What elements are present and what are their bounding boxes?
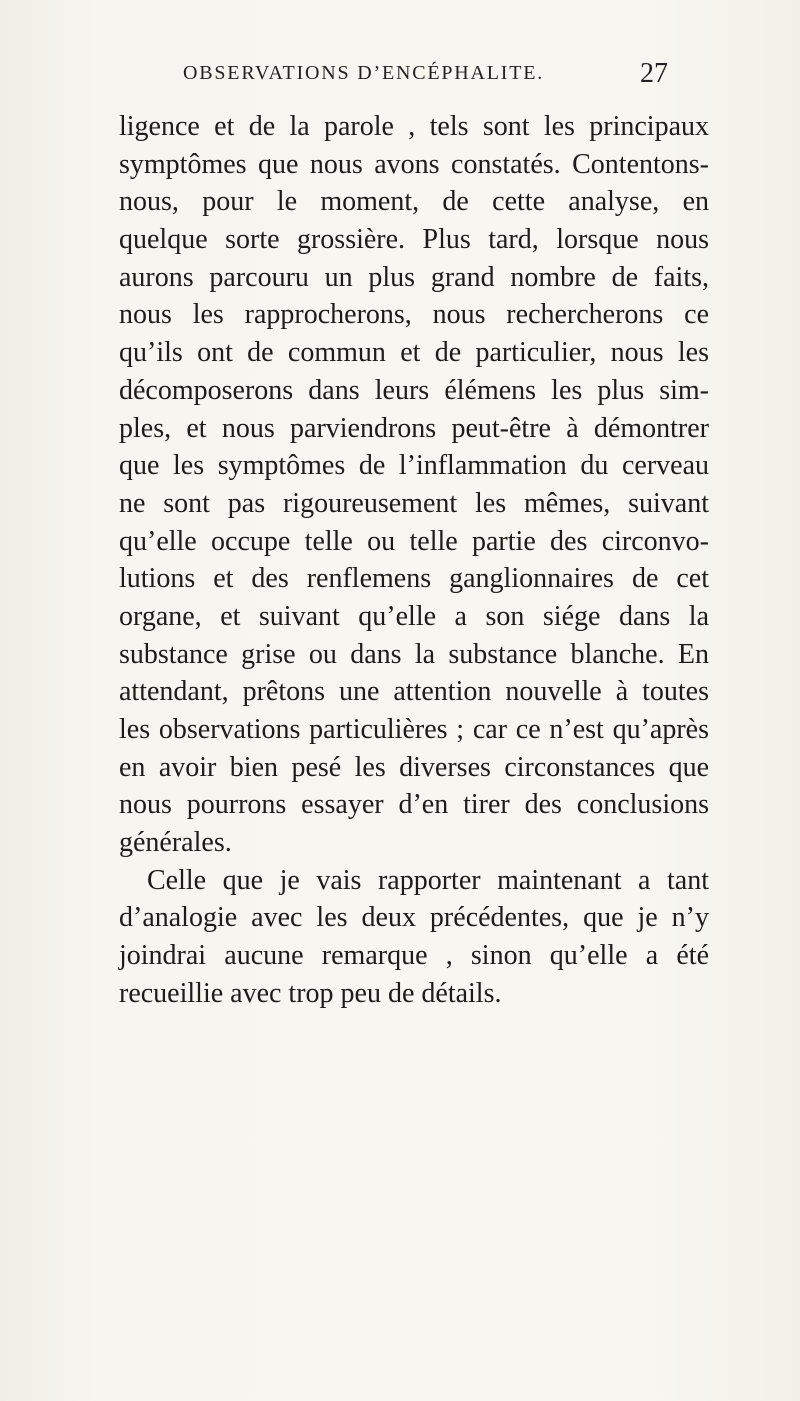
paragraph-start-line: Celle que je vais rapporter maintenant a tant (147, 864, 709, 896)
text-line: ples, et nous parviendrons peut-être à démontrer (119, 412, 709, 444)
page-number: 27 (640, 58, 668, 89)
text-line: quelque sorte grossière. Plus tard, lorsque nous (119, 224, 709, 256)
text-line: symptômes que nous avons constatés. Contentons- (119, 148, 709, 180)
body-text (119, 108, 709, 1013)
text-line: nous les rapprocherons, nous rechercherons ce (119, 299, 709, 331)
text-line: ne sont pas rigoureusement les mêmes, suivant (119, 487, 709, 519)
text-line: ligence et de la parole , tels sont les principaux (119, 111, 709, 142)
text-line: organe, et suivant qu’elle a son siége dans la (119, 600, 709, 632)
text-line: les observations particulières ; car ce n’est qu’après (119, 714, 709, 745)
running-head: OBSERVATIONS D’ENCÉPHALITE. (183, 62, 545, 84)
text-line: qu’ils ont de commun et de particulier, nous les (119, 337, 709, 369)
text-line: générales. (119, 827, 232, 859)
page-header (0, 58, 800, 92)
text-line: attendant, prêtons une attention nouvelle à toutes (119, 676, 709, 708)
text-line: joindrai aucune remarque , sinon qu’elle a été (119, 940, 709, 972)
text-line: substance grise ou dans la substance blanche. En (119, 638, 709, 670)
text-line: qu’elle occupe telle ou telle partie des circonvo- (119, 525, 709, 557)
text-line: nous pourrons essayer d’en tirer des conclusions (119, 789, 709, 821)
text-line: décomposerons dans leurs élémens les plus sim- (119, 374, 709, 406)
text-line: que les symptômes de l’inflammation du cerveau (119, 450, 709, 482)
text-line: en avoir bien pesé les diverses circonstances que (119, 751, 709, 783)
text-line: lutions et des renflemens ganglionnaires de cet (119, 563, 709, 595)
text-line: nous, pour le moment, de cette analyse, en (119, 186, 709, 218)
text-line: recueillie avec trop peu de détails. (119, 977, 502, 1009)
text-line: aurons parcouru un plus grand nombre de faits, (119, 261, 709, 293)
text-line: d’analogie avec les deux précédentes, que je n’y (119, 902, 709, 934)
